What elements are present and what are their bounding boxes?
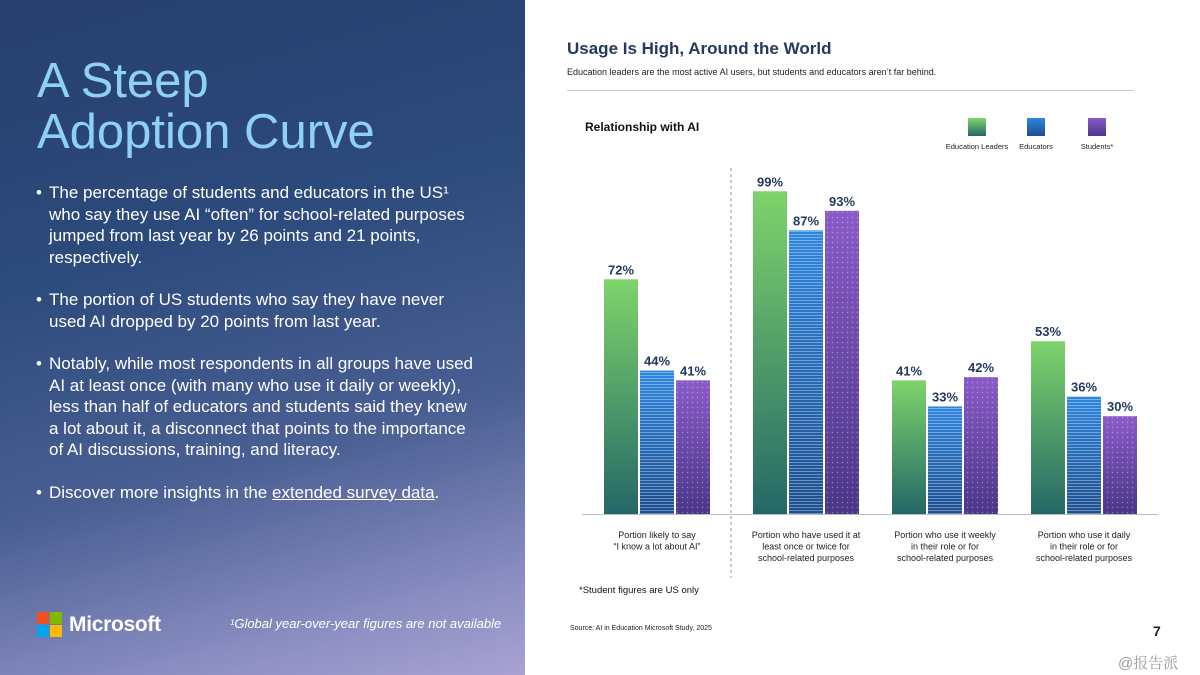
bullet-item: • The percentage of students and educators in the US¹ who say they use AI “often” for school-related purposes jumped from last year by 26 points and 21 points, respectively. xyxy=(36,182,476,268)
footnote: ¹Global year-over-year figures are not available xyxy=(230,616,502,631)
category-label: Portion who use it weekly xyxy=(894,530,996,540)
category-label: school-related purposes xyxy=(1035,553,1133,563)
bar-texture xyxy=(1067,397,1101,514)
legend-label: Students* xyxy=(1080,142,1114,151)
category-label: least once or twice for xyxy=(762,541,850,552)
category-label: school-related purposes xyxy=(757,553,855,563)
title-line-2: Adoption Curve xyxy=(37,105,375,159)
bullet-item: • Notably, while most respondents in all groups have used AI at least once (with many who use it daily or weekly), less than half of educators and students said they knew a lot about it, a disconnect that points to the importance of AI discussions, training, and literacy. xyxy=(36,353,476,461)
bar-texture xyxy=(825,211,859,514)
category-label: Portion who use it daily xyxy=(1037,530,1131,540)
page-number: 7 xyxy=(1153,623,1161,639)
bar-education-leaders xyxy=(753,191,787,514)
watermark: @报告派 xyxy=(1118,655,1179,672)
data-label: 44% xyxy=(643,353,671,369)
extended-survey-link[interactable]: extended survey data xyxy=(271,482,435,502)
data-label: 99% xyxy=(756,174,784,190)
data-label: 87% xyxy=(792,213,820,229)
data-label: 53% xyxy=(1034,324,1062,340)
category-label: Portion who have used it at xyxy=(751,530,861,540)
data-label: 41% xyxy=(679,363,707,379)
bar-texture xyxy=(1103,416,1137,514)
category-label: in their role or for xyxy=(1049,541,1119,552)
student-note: *Student figures are US only xyxy=(579,585,699,596)
data-label: 33% xyxy=(931,389,959,405)
legend-label: Educators xyxy=(1019,142,1053,151)
bar-texture xyxy=(928,406,962,514)
bar-education-leaders xyxy=(1031,341,1065,514)
source-note: Source: AI in Education Microsoft Study, 2025 xyxy=(570,625,712,632)
bar-texture xyxy=(789,230,823,514)
data-label: 30% xyxy=(1106,399,1134,415)
chart-section-title: Usage Is High, Around the World xyxy=(567,39,832,58)
data-label: 93% xyxy=(828,193,856,209)
category-label: school-related purposes xyxy=(896,553,994,563)
data-label: 41% xyxy=(895,363,923,379)
bar-texture xyxy=(640,371,674,514)
data-label: 36% xyxy=(1070,379,1098,395)
data-label: 72% xyxy=(607,262,635,278)
bullet-suffix: . xyxy=(434,482,440,502)
category-label: in their role or for xyxy=(910,541,980,552)
bar-education-leaders xyxy=(892,380,926,514)
legend-label: Education Leaders xyxy=(945,142,1009,151)
bullet-prefix: Discover more insights in the xyxy=(49,482,272,502)
chart-section-subtitle: Education leaders are the most active AI users, but students and educators aren’t far behind. xyxy=(567,67,937,77)
data-label: 42% xyxy=(967,360,995,376)
category-label: Portion likely to say xyxy=(618,530,696,540)
bar-texture xyxy=(964,377,998,514)
category-label: “I know a lot about AI” xyxy=(613,541,701,552)
bullet-item: • The portion of US students who say they have never used AI dropped by 20 points from last year. xyxy=(36,289,476,332)
bar-education-leaders xyxy=(604,279,638,514)
title-line-1: A Steep xyxy=(37,54,209,108)
chart-title: Relationship with AI xyxy=(585,120,700,134)
microsoft-wordmark: Microsoft xyxy=(69,612,161,636)
bar-texture xyxy=(676,380,710,514)
